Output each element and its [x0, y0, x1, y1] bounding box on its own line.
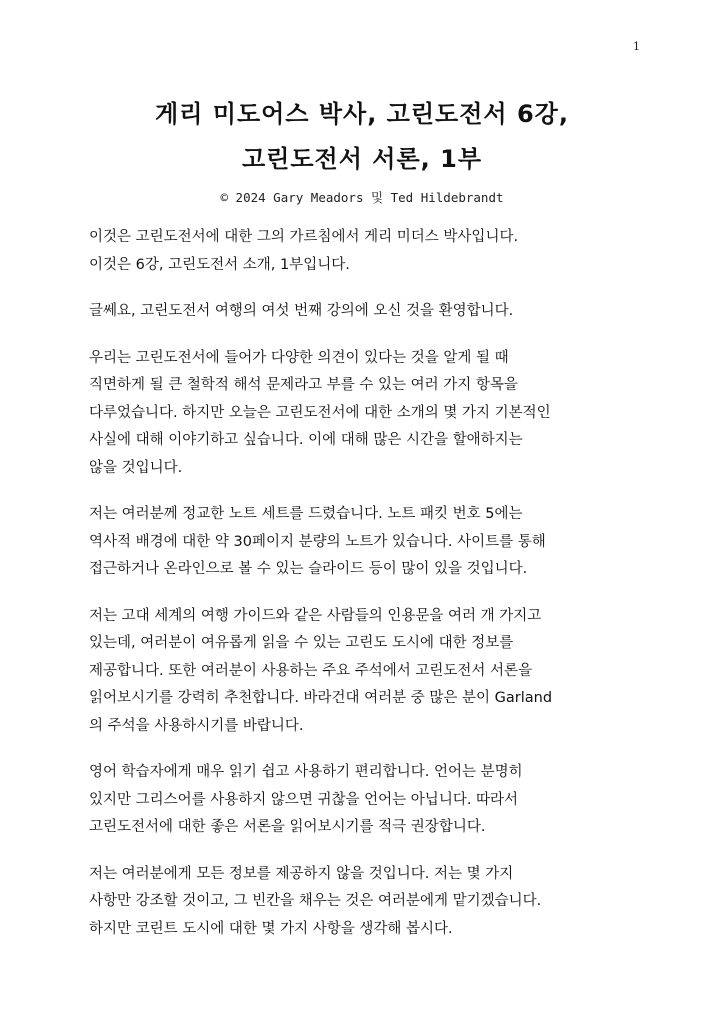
paragraph-line: 저는 여러분께 정교한 노트 세트를 드렸습니다. 노트 패킷 번호 5에는: [89, 506, 523, 522]
paragraph-line: 영어 학습자에게 매우 읽기 쉽고 사용하기 편리합니다. 언어는 분명히: [89, 764, 523, 780]
page-number: 1: [633, 40, 640, 53]
paragraph-line: 사항만 강조할 것이고, 그 빈칸을 채우는 것은 여러분에게 맡기겠습니다.: [89, 893, 542, 909]
paragraph-line: 글쎄요, 고린도전서 여행의 여섯 번째 강의에 오신 것을 환영합니다.: [89, 303, 514, 319]
paragraph-line: 다루었습니다. 하지만 오늘은 고린도전서에 대한 소개의 몇 가지 기본적인: [89, 404, 551, 421]
paragraph-line: 이것은 6강, 고린도전서 소개, 1부입니다.: [89, 256, 350, 273]
paragraph: [89, 861, 649, 944]
paragraph-line: 있는데, 여러분이 여유롭게 읽을 수 있는 고린도 도시에 대한 정보를: [89, 635, 514, 651]
paragraph-line: 직면하게 될 큰 철학적 해석 문제라고 부를 수 있는 여러 가지 항목을: [89, 377, 518, 393]
paragraph-line: 않을 것입니다.: [89, 459, 183, 476]
document-body: [89, 224, 649, 962]
paragraph-line: 역사적 배경에 대한 약 30페이지 분량의 노트가 있습니다. 사이트를 통해: [89, 533, 546, 550]
paragraph-line: 고린도전서에 대한 좋은 서론을 읽어보시기를 적극 권장합니다.: [89, 819, 486, 835]
paragraph: [89, 345, 649, 483]
paragraph: [89, 501, 649, 584]
paragraph: [89, 224, 649, 279]
paragraph-line: 있지만 그리스어를 사용하지 않으면 귀찮을 언어는 아닙니다. 따라서: [89, 791, 519, 808]
copyright-line: © 2024 Gary Meadors 및 Ted Hildebrandt: [220, 190, 504, 205]
paragraph-line: 이것은 고린도전서에 대한 그의 가르침에서 게리 미더스 박사입니다.: [89, 229, 519, 245]
paragraph-line: 우리는 고린도전서에 들어가 다양한 의견이 있다는 것을 알게 될 때: [89, 349, 509, 366]
paragraph: [89, 759, 649, 842]
paragraph-line: 하지만 코린트 도시에 대한 몇 가지 사항을 생각해 봅시다.: [89, 920, 453, 937]
paragraph: [89, 603, 649, 741]
paragraph-line: 저는 여러분에게 모든 정보를 제공하지 않을 것입니다. 저는 몇 가지: [89, 865, 514, 882]
paragraph-line: 접근하거나 온라인으로 볼 수 있는 슬라이드 등이 많이 있을 것입니다.: [89, 561, 528, 577]
title-line-1: 게리 미도어스 박사, 고린도전서 6강,: [155, 100, 569, 128]
title-line-2: 고린도전서 서론, 1부: [242, 145, 482, 173]
paragraph: [89, 298, 649, 326]
paragraph-line: 읽어보시기를 강력히 추천합니다. 바라건대 여러분 중 많은 분이 Garland: [89, 690, 553, 706]
paragraph-line: 제공합니다. 또한 여러분이 사용하는 주요 주석에서 고린도전서 서론을: [89, 662, 533, 679]
paragraph-line: 저는 고대 세계의 여행 가이드와 같은 사람들의 인용문을 여러 개 가지고: [89, 607, 542, 624]
title-block: [0, 92, 724, 206]
paragraph-line: 의 주석을 사용하시기를 바랍니다.: [89, 717, 304, 734]
paragraph-line: 사실에 대해 이야기하고 싶습니다. 이에 대해 많은 시간을 할애하지는: [89, 432, 523, 448]
